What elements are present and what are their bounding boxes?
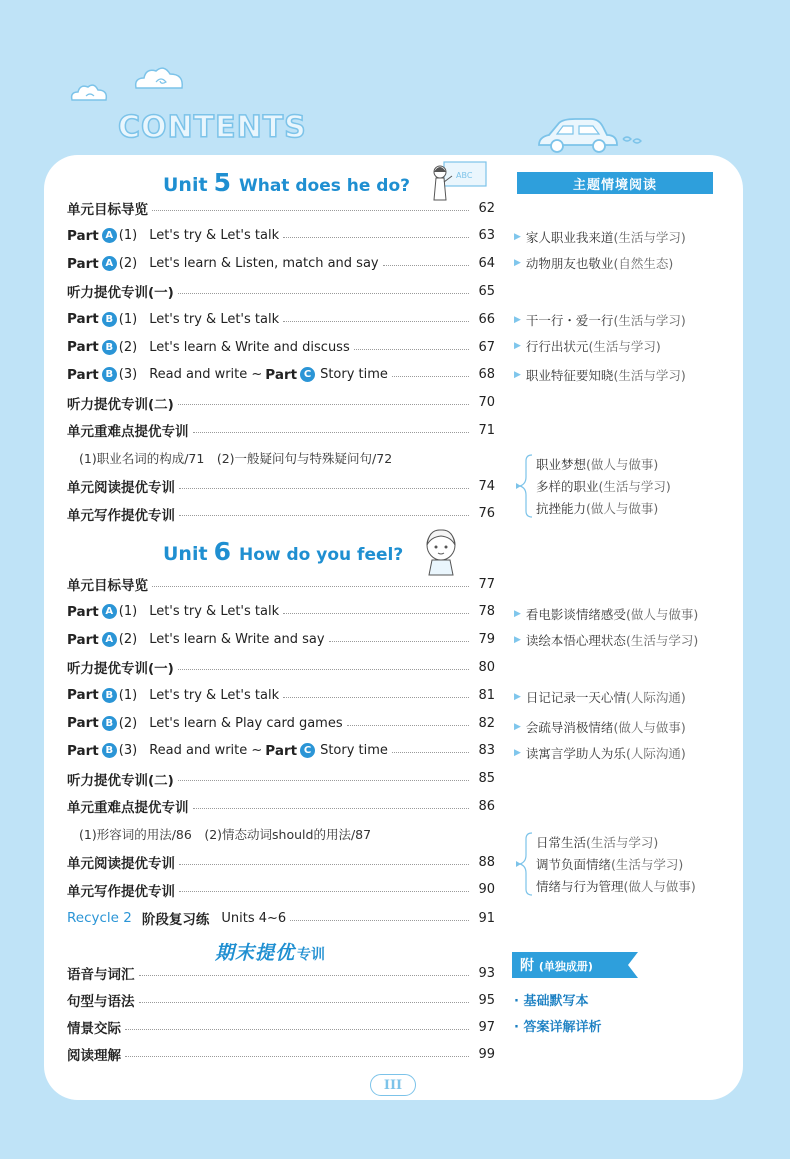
- toc-row[interactable]: [67, 990, 495, 1010]
- toc-row[interactable]: [67, 281, 495, 301]
- unit-subtitle: What does he do?: [238, 176, 411, 196]
- appendix-item[interactable]: · 答案详解详析: [514, 1020, 602, 1035]
- toc-label: [67, 574, 148, 594]
- lesson-title: Let's learn & Write and say: [149, 632, 325, 648]
- toc-row[interactable]: [67, 630, 495, 650]
- toc-title: 单元写作提优专训: [67, 507, 175, 524]
- section-number: (1): [118, 228, 138, 244]
- toc-label: [67, 687, 279, 703]
- dot-leader: [152, 210, 469, 211]
- unit-subtitle: How do you feel?: [238, 545, 404, 565]
- part-word: Part: [67, 366, 99, 383]
- toc-label: [67, 604, 279, 620]
- flag-note: (单独成册): [538, 960, 593, 973]
- lesson-title: Let's try & Let's talk: [149, 687, 280, 703]
- toc-label: [67, 990, 135, 1010]
- page-ref: 64: [478, 256, 495, 272]
- toc-title: 单元目标导览: [67, 202, 148, 218]
- part-badge: A: [102, 604, 117, 619]
- final-title: [215, 938, 325, 965]
- sidebar-item-tag: (做人与做事): [623, 879, 696, 894]
- sidebar-item[interactable]: [514, 366, 686, 384]
- toc-label: [67, 769, 174, 789]
- toc-row[interactable]: [67, 198, 495, 218]
- sidebar-item-tag: (生活与学习): [613, 230, 686, 245]
- page-ref: 93: [478, 965, 495, 981]
- dot-leader: [283, 697, 469, 698]
- toc-row[interactable]: [67, 476, 495, 496]
- page-ref: 66: [478, 311, 495, 327]
- sidebar-item-tag: (人际沟通): [625, 690, 686, 705]
- toc-label: [67, 476, 175, 496]
- toc-title: 单元重难点提优专训: [67, 424, 189, 441]
- section-number: (2): [118, 715, 138, 731]
- lesson-title: Story time: [320, 367, 388, 383]
- triangle-icon: ▶: [514, 315, 521, 325]
- dot-leader: [354, 349, 469, 350]
- dot-leader: [290, 920, 469, 921]
- dot-leader: [178, 669, 469, 670]
- triangle-icon: ▶: [514, 748, 521, 758]
- part-word: Part: [265, 366, 298, 383]
- part-word: Part: [67, 715, 99, 731]
- toc-row[interactable]: [67, 226, 495, 246]
- unit5-title: [163, 168, 410, 202]
- sidebar-header: 主题情境阅读: [517, 172, 713, 194]
- appendix-item[interactable]: · 基础默写本: [514, 994, 589, 1009]
- sidebar-item-text: 日常生活: [536, 835, 587, 850]
- page-ref: 63: [478, 228, 495, 244]
- girl-illustration: [420, 527, 462, 577]
- section-number: (1): [118, 311, 138, 327]
- page-ref: 62: [478, 200, 495, 216]
- lesson-title: Let's learn & Listen, match and say: [149, 256, 379, 272]
- toc-label: [67, 657, 174, 677]
- toc-title: 语音与词汇: [67, 967, 135, 983]
- lesson-title: Read and write ~: [149, 367, 263, 383]
- page-ref: 78: [478, 604, 495, 620]
- lesson-title: Let's try & Let's talk: [149, 311, 280, 327]
- dot-leader: [125, 1056, 469, 1057]
- dot-leader: [139, 1002, 470, 1003]
- dot-leader: [179, 891, 469, 892]
- dot-leader: [179, 515, 469, 516]
- toc-label: [67, 963, 135, 983]
- toc-row[interactable]: [67, 1017, 495, 1037]
- car-icon: [535, 115, 645, 157]
- toc-row[interactable]: [67, 504, 495, 524]
- toc-label: [67, 311, 279, 327]
- toc-row[interactable]: [67, 309, 495, 329]
- lesson-title: Let's learn & Play card games: [149, 715, 343, 731]
- toc-title: 阅读理解: [67, 1048, 121, 1064]
- dot-leader: [283, 613, 469, 614]
- part-badge: A: [102, 632, 117, 647]
- toc-label: [67, 715, 343, 731]
- section-number: (1): [118, 687, 138, 703]
- section-number: (2): [118, 632, 138, 648]
- toc-row[interactable]: [67, 574, 495, 594]
- toc-label: [67, 198, 148, 218]
- part-word: Part: [67, 339, 99, 355]
- page-ref: 82: [478, 715, 495, 731]
- lesson-title: Let's learn & Write and discuss: [149, 339, 350, 355]
- toc-title: 听力提优专训(二): [67, 396, 174, 413]
- toc-label: [67, 632, 325, 648]
- sidebar-item[interactable]: [514, 311, 686, 329]
- sidebar-item-tag: (做人与做事): [586, 457, 659, 472]
- toc-title: 单元阅读提优专训: [67, 480, 175, 496]
- toc-subtopics: (1)形容词的用法/86 (2)情态动词should的用法/87: [79, 827, 372, 843]
- toc-row[interactable]: [67, 685, 495, 705]
- flag-main: 附: [520, 958, 534, 974]
- sidebar-group-item[interactable]: [536, 477, 671, 495]
- toc-label: [67, 1044, 121, 1064]
- sidebar-item[interactable]: [514, 688, 686, 706]
- part-badge: B: [102, 716, 117, 731]
- dot-leader: [193, 808, 470, 809]
- lesson-title: Let's try & Let's talk: [149, 604, 280, 620]
- sidebar-group-item[interactable]: [536, 855, 683, 873]
- toc-row[interactable]: [67, 602, 495, 622]
- page-ref: 88: [478, 854, 495, 870]
- page-ref: 70: [478, 395, 495, 411]
- toc-title: 情景交际: [67, 1021, 121, 1037]
- page-ref: 91: [478, 910, 495, 926]
- lesson-title: Let's try & Let's talk: [149, 228, 280, 244]
- part-badge: B: [102, 312, 117, 327]
- toc-label: [67, 228, 279, 244]
- teacher-illustration: [430, 160, 488, 202]
- page-ref: 77: [478, 576, 495, 592]
- toc-title: 听力提优专训(二): [67, 772, 174, 789]
- part-badge: C: [300, 743, 315, 758]
- toc-row[interactable]: [67, 796, 495, 816]
- sidebar-item-text: 干一行・爱一行: [525, 313, 614, 328]
- dot-leader: [179, 488, 469, 489]
- sidebar-item[interactable]: [514, 254, 673, 272]
- sidebar-item-text: 日记记录一天心情: [525, 690, 626, 705]
- part-word: Part: [67, 255, 99, 272]
- toc-title: 句型与语法: [67, 994, 135, 1010]
- dot-leader: [283, 237, 469, 238]
- toc-row[interactable]: [67, 880, 495, 900]
- page-ref: 67: [478, 339, 495, 355]
- final-title-main: 期末提优: [215, 942, 296, 964]
- page-ref: 99: [478, 1046, 495, 1062]
- page-ref: 83: [478, 743, 495, 759]
- toc-row[interactable]: [67, 657, 495, 677]
- toc-title: 单元写作提优专训: [67, 883, 175, 900]
- sidebar-item-text: 职业梦想: [536, 457, 587, 472]
- dot-leader: [392, 752, 469, 753]
- toc-label: [67, 852, 175, 872]
- cloud-icon: [132, 62, 188, 94]
- sidebar-item-text: 职业特征要知晓: [525, 368, 614, 383]
- part-word: Part: [67, 631, 99, 648]
- sidebar-group-item[interactable]: [536, 455, 658, 473]
- sidebar-group-item[interactable]: [536, 499, 658, 517]
- part-word: Part: [67, 227, 99, 244]
- sidebar-item[interactable]: [514, 228, 686, 246]
- part-word: Part: [67, 311, 99, 328]
- sidebar-item-tag: (生活与学习): [611, 857, 684, 872]
- toc-label: [67, 504, 175, 524]
- sidebar-item-text: 看电影谈情绪感受: [525, 607, 626, 622]
- dot-leader: [392, 376, 469, 377]
- part-badge: B: [102, 688, 117, 703]
- toc-title: 单元重难点提优专训: [67, 800, 189, 817]
- triangle-icon: ▶: [514, 232, 521, 242]
- triangle-icon: ▶: [514, 370, 521, 380]
- toc-label: [67, 796, 189, 816]
- sidebar-item[interactable]: [514, 631, 698, 649]
- sidebar-item[interactable]: [514, 605, 698, 623]
- toc-row[interactable]: [67, 393, 495, 413]
- lesson-title: Story time: [320, 743, 388, 759]
- toc-label: [67, 281, 174, 301]
- recycle-tag: Recycle 2: [67, 910, 132, 926]
- toc-row[interactable]: [67, 337, 495, 357]
- sidebar-item-tag: (生活与学习): [625, 633, 699, 648]
- unit-number: 5: [213, 168, 231, 197]
- part-word: Part: [67, 603, 99, 620]
- triangle-icon: ▶: [514, 692, 521, 702]
- triangle-icon: ▶: [514, 609, 521, 619]
- triangle-icon: ▶: [514, 341, 521, 351]
- sidebar-item-text: 抗挫能力: [536, 501, 587, 516]
- triangle-icon: ▶: [514, 635, 521, 645]
- unit-number: 6: [213, 537, 231, 566]
- dot-leader: [178, 404, 469, 405]
- triangle-icon: ▶: [514, 258, 521, 268]
- sidebar-item-text: 情绪与行为管理: [536, 879, 624, 894]
- sidebar-item-text: 读绘本悟心理状态: [525, 633, 626, 648]
- sidebar-item-tag: (生活与学习): [613, 313, 686, 328]
- dot-leader: [125, 1029, 469, 1030]
- toc-row[interactable]: [67, 769, 495, 789]
- flag-text: [520, 955, 593, 975]
- toc-row[interactable]: [67, 365, 495, 385]
- section-number: (3): [118, 743, 138, 759]
- toc-title: 单元阅读提优专训: [67, 856, 175, 872]
- unit-word: Unit: [163, 174, 208, 196]
- page-ref: 76: [478, 506, 495, 522]
- recycle-units: Units 4~6: [221, 910, 287, 926]
- dot-leader: [193, 432, 470, 433]
- final-title-sub: 专训: [297, 947, 326, 963]
- page-ref: 97: [478, 1019, 495, 1035]
- unit-word: Unit: [163, 543, 208, 565]
- unit6-title: [163, 537, 403, 571]
- contents-title: CONTENTS: [118, 110, 307, 145]
- toc-row[interactable]: [67, 713, 495, 733]
- dot-leader: [329, 641, 469, 642]
- part-badge: B: [102, 743, 117, 758]
- toc-row[interactable]: [67, 1044, 495, 1064]
- sidebar-item-text: 行行出状元: [525, 339, 589, 354]
- sidebar-group-item[interactable]: [536, 833, 658, 851]
- toc-row[interactable]: [67, 254, 495, 274]
- triangle-icon: ▶: [514, 722, 521, 732]
- dot-leader: [283, 321, 469, 322]
- sidebar-item-text: 会疏导消极情绪: [525, 720, 614, 735]
- toc-row[interactable]: [67, 852, 495, 872]
- toc-title: 听力提优专训(一): [67, 285, 174, 302]
- brace-icon: [514, 831, 534, 897]
- page-ref: 79: [478, 632, 495, 648]
- page-ref: 81: [478, 687, 495, 703]
- part-badge: B: [102, 367, 117, 382]
- sidebar-item-tag: (做人与做事): [613, 720, 686, 735]
- toc-label: [67, 420, 189, 440]
- sidebar-item[interactable]: [514, 718, 686, 736]
- page-ref: 80: [478, 659, 495, 675]
- sidebar-item-tag: (生活与学习): [613, 368, 686, 383]
- section-number: (3): [118, 367, 138, 383]
- part-word: Part: [67, 742, 99, 759]
- dot-leader: [139, 975, 470, 976]
- sidebar-group-item[interactable]: [536, 877, 696, 895]
- page-ref: 71: [478, 422, 495, 438]
- part-badge: B: [102, 340, 117, 355]
- page-number: III: [370, 1074, 416, 1096]
- toc-title: 听力提优专训(一): [67, 661, 174, 678]
- lesson-title: Read and write ~: [149, 743, 263, 759]
- sidebar-item-text: 读寓言学助人为乐: [525, 746, 626, 761]
- sidebar-item-tag: (生活与学习): [588, 339, 661, 354]
- section-number: (2): [118, 339, 138, 355]
- dot-leader: [152, 586, 469, 587]
- part-badge: A: [102, 228, 117, 243]
- section-number: (2): [118, 256, 138, 272]
- board-text: ABC: [456, 171, 473, 180]
- part-badge: A: [102, 256, 117, 271]
- sidebar-item-tag: (人际沟通): [625, 746, 686, 761]
- toc-row[interactable]: [67, 963, 495, 983]
- part-word: Part: [67, 687, 99, 704]
- toc-subtopics: (1)职业名词的构成/71 (2)一般疑问句与特殊疑问句/72: [79, 451, 393, 467]
- toc-row-recycle[interactable]: [67, 908, 495, 928]
- dot-leader: [347, 725, 469, 726]
- sidebar-item-tag: (做人与做事): [586, 501, 659, 516]
- section-number: (1): [118, 604, 138, 620]
- dot-leader: [178, 780, 469, 781]
- toc-label: [67, 743, 388, 759]
- dot-leader: [178, 293, 469, 294]
- sidebar-item-tag: (做人与做事): [625, 607, 699, 622]
- dot-leader: [179, 864, 469, 865]
- toc-label: [67, 367, 388, 383]
- toc-label: [67, 1017, 121, 1037]
- page-ref: 68: [478, 367, 495, 383]
- sidebar-item-tag: (生活与学习): [586, 835, 659, 850]
- toc-row[interactable]: [67, 420, 495, 440]
- toc-label: [67, 256, 379, 272]
- sidebar-item-tag: (自然生态): [613, 256, 674, 271]
- sidebar-item-text: 家人职业我来道: [525, 230, 614, 245]
- sidebar-item-text: 动物朋友也敬业: [525, 256, 614, 271]
- toc-title: 单元目标导览: [67, 578, 148, 594]
- sidebar-item-text: 调节负面情绪: [536, 857, 612, 872]
- sidebar-item[interactable]: [514, 337, 661, 355]
- page-ref: 90: [478, 882, 495, 898]
- page-ref: 74: [478, 478, 495, 494]
- toc-label: [67, 393, 174, 413]
- part-word: Part: [265, 742, 298, 759]
- sidebar-item-text: 多样的职业: [536, 479, 599, 494]
- cloud-icon: [68, 80, 110, 106]
- sidebar-item[interactable]: [514, 744, 686, 762]
- part-badge: C: [300, 367, 315, 382]
- toc-label: [67, 880, 175, 900]
- page-ref: 86: [478, 798, 495, 814]
- brace-icon: [514, 453, 534, 519]
- sidebar-item-tag: (生活与学习): [598, 479, 671, 494]
- page-ref: 65: [478, 283, 495, 299]
- toc-row[interactable]: [67, 741, 495, 761]
- recycle-label: 阶段复习练: [141, 912, 210, 928]
- toc-label: [67, 339, 350, 355]
- page-ref: 85: [478, 771, 495, 787]
- dot-leader: [383, 265, 469, 266]
- page-ref: 95: [478, 992, 495, 1008]
